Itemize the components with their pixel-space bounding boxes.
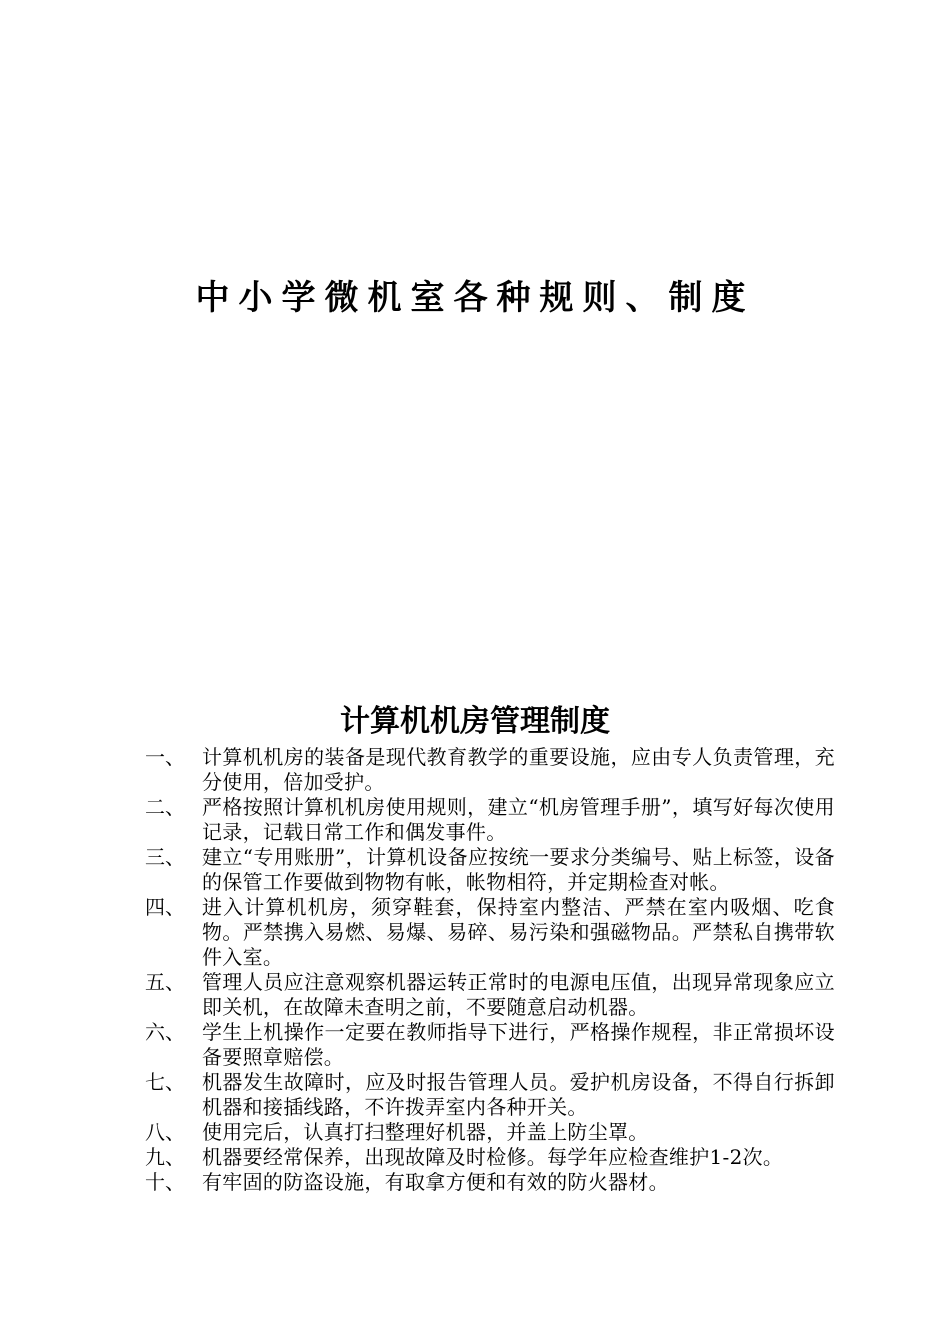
rule-text: 建立“专用账册”，计算机设备应按统一要求分类编号、贴上标签，设备的保管工作要做到物物有帐，帐物相符，并定期检查对帐。 [202, 845, 835, 894]
rule-item-4 [145, 895, 835, 970]
rule-number: 五、 [145, 970, 185, 994]
rule-item-7 [145, 1070, 835, 1120]
rule-item-3 [145, 845, 835, 895]
rule-text: 有牢固的防盗设施，有取拿方便和有效的防火器材。 [202, 1170, 669, 1194]
rule-number: 一、 [145, 745, 185, 769]
rule-item-6 [145, 1020, 835, 1070]
rule-item-2 [145, 795, 835, 845]
section-title: 计算机机房管理制度 [340, 704, 610, 739]
rule-item-8 [145, 1120, 835, 1145]
rule-item-5 [145, 970, 835, 1020]
rule-number: 二、 [145, 795, 185, 819]
main-title: 中小学微机室各种规则、制度 [195, 278, 755, 318]
rule-number: 四、 [145, 895, 185, 919]
rule-text: 进入计算机机房，须穿鞋套，保持室内整洁、严禁在室内吸烟、吃食物。严禁携入易燃、易爆、易碎、易污染和强磁物品。严禁私自携带软件入室。 [202, 895, 835, 969]
rule-number: 九、 [145, 1145, 185, 1169]
rule-item-9 [145, 1145, 835, 1170]
rule-text: 使用完后，认真打扫整理好机器，并盖上防尘罩。 [202, 1120, 649, 1144]
rule-number: 三、 [145, 845, 185, 869]
rule-number: 八、 [145, 1120, 185, 1144]
rule-text: 机器发生故障时，应及时报告管理人员。爱护机房设备，不得自行拆卸机器和接插线路，不许拨弄室内各种开关。 [202, 1070, 835, 1119]
rule-text: 管理人员应注意观察机器运转正常时的电源电压值，出现异常现象应立即关机，在故障未查明之前，不要随意启动机器。 [202, 970, 835, 1019]
rule-text: 学生上机操作一定要在教师指导下进行，严格操作规程，非正常损坏设备要照章赔偿。 [202, 1020, 835, 1069]
rule-text: 机器要经常保养，出现故障及时检修。每学年应检查维护1-2次。 [202, 1145, 784, 1169]
rule-item-1 [145, 745, 835, 795]
rule-number: 六、 [145, 1020, 185, 1044]
rule-number: 七、 [145, 1070, 185, 1094]
rule-item-10 [145, 1170, 835, 1195]
rules-list [145, 745, 835, 1195]
rule-number: 十、 [145, 1170, 185, 1194]
rule-text: 计算机机房的装备是现代教育教学的重要设施，应由专人负责管理，充分使用，倍加受护。 [202, 745, 835, 794]
rule-text: 严格按照计算机机房使用规则，建立“机房管理手册”，填写好每次使用记录，记载日常工作和偶发事件。 [202, 795, 835, 844]
